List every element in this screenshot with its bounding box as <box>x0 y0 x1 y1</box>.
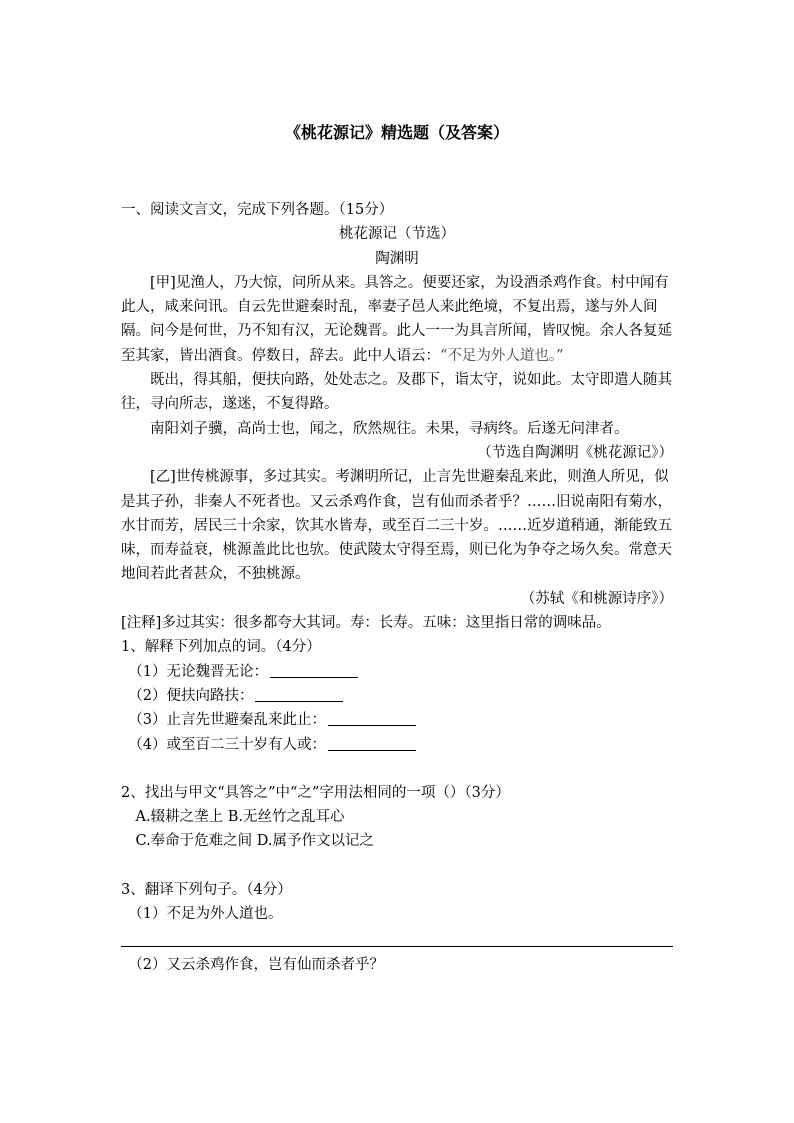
passage-paragraph-1 <box>121 271 673 368</box>
text-author: 陶渊明 <box>375 250 419 267</box>
question-2-heading: 2、找出与甲文“具答之”中“之”字用法相同的一项（）（3分） <box>121 784 510 801</box>
question-2-options-row-2: C.奉命于危难之间 D.属予作文以记之 <box>135 833 375 850</box>
question-1-item-2-text: （2）便扶向路扶： <box>128 687 254 704</box>
question-3-heading: 3、翻译下列句子。（4分） <box>121 881 292 898</box>
answer-blank[interactable] <box>270 663 358 678</box>
passage-source-2: （苏轼《和桃源诗序》） <box>520 590 673 607</box>
passage-source-1: （节选自陶渊明《桃花源记》） <box>477 444 673 461</box>
question-1-item-3-text: （3）止言先世避秦乱来此止： <box>128 712 326 729</box>
passage-paragraph-1-quote: “不足为外人道也。” <box>440 347 564 364</box>
spacer <box>121 854 673 878</box>
spacer <box>121 757 673 781</box>
section1-heading: 一、阅读文言文，完成下列各题。（15分） <box>121 202 394 218</box>
passage-paragraph-4: [乙]世传桃源事，多过其实。考渊明所记，止言先世避秦乱来此，则渔人所见，似是其子孙，非秦人不死者也。又云杀鸡作食，岂有仙而杀者乎？……旧说南阳有菊水，水甘而芳，居民三十余家，饮其水皆寿，或至百二三十岁。……近岁道稍通，渐能致五味，而寿益衰，桃源盖此比也欤。使武陵太守得至焉，则已化为争夺之场久矣。常意天地间若此者甚众，不独桃源。 <box>121 469 672 583</box>
page-title: 《桃花源记》精选题（及答案） <box>284 123 509 142</box>
question-3-item-2: （2）又云杀鸡作食，岂有仙而杀者乎？ <box>128 957 384 974</box>
passage-paragraph-2: 既出，得其船，便扶向路，处处志之。及郡下，诣太守，说如此。太守即遣人随其往，寻向所志，遂迷，不复得路。 <box>121 372 672 413</box>
passage-paragraph-1-text: [甲]见渔人，乃大惊，问所从来。具答之。便要还家，为设酒杀鸡作食。村中闻有此人，咸来问讯。自云先世避秦时乱，率妻子邑人来此绝境，不复出焉，遂与外人间隔。问今是何世，乃不知有汉，无论魏晋。此人一一为具言所闻，皆叹惋。余人各复延至其家，皆出酒食。停数日，辞去。此中人语云： <box>121 274 672 364</box>
text-title: 桃花源记（节选） <box>339 226 455 243</box>
question-3-item-1: （1）不足为外人道也。 <box>128 906 283 923</box>
passage-note: [注释]多过其实：很多都夸大其词。寿：长寿。五味：这里指日常的调味品。 <box>121 615 611 632</box>
question-1-item-4-text: （4）或至百二三十岁有人或： <box>128 736 326 753</box>
question-1-item-4 <box>121 733 673 757</box>
question-1-item-1-text: （1）无论魏晋无论： <box>128 663 268 680</box>
question-1-item-1 <box>121 660 673 684</box>
question-1-heading: 1、解释下列加点的词。（4分） <box>121 639 321 656</box>
answer-blank[interactable] <box>255 687 343 702</box>
document-content <box>121 198 673 978</box>
answer-blank[interactable] <box>328 711 416 726</box>
question-1-item-3 <box>121 708 673 732</box>
passage-paragraph-3: 南阳刘子骥，高尚士也，闻之，欣然规往。未果，寻病终。后遂无问津者。 <box>150 420 629 437</box>
question-1-item-2 <box>121 684 673 708</box>
answer-blank[interactable] <box>328 736 416 751</box>
answer-line[interactable] <box>121 926 673 947</box>
question-2-options-row-1: A.辍耕之垄上 B.无丝竹之乱耳心 <box>135 809 345 826</box>
